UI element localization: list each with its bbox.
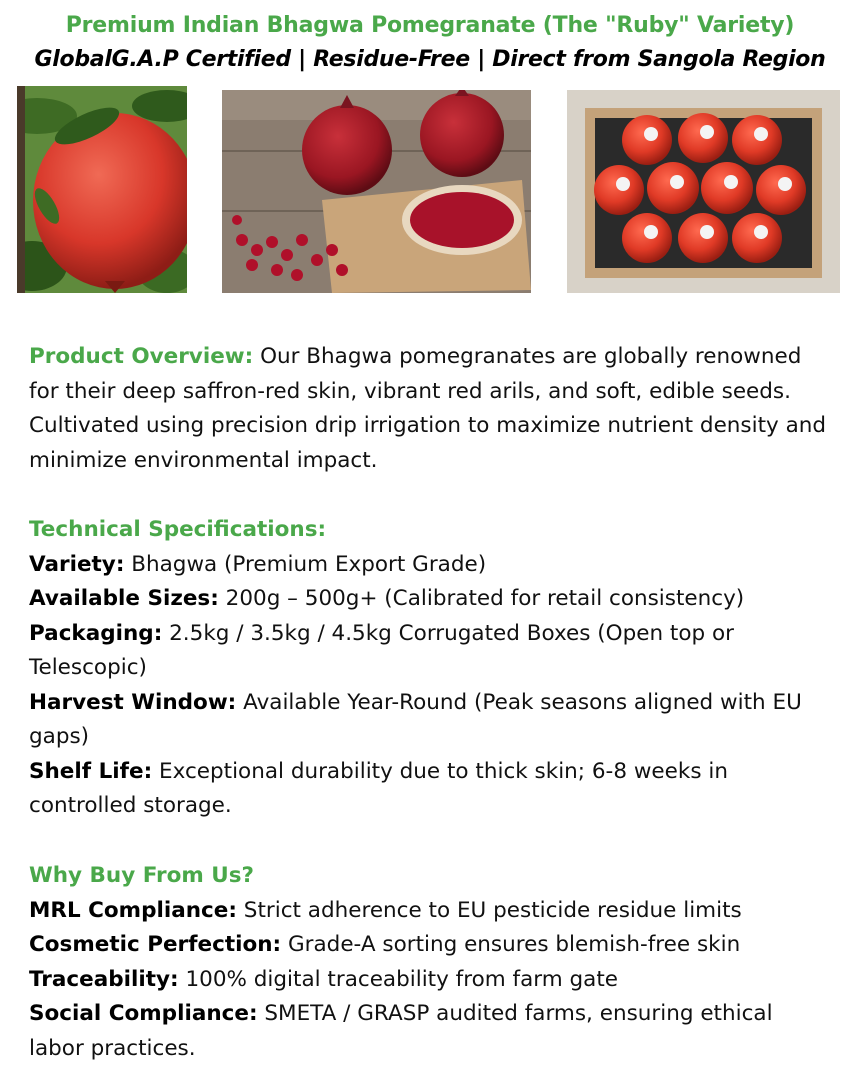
spec-item-sizes: Available Sizes: 200g – 500g+ (Calibrated for retail consistency)	[29, 586, 745, 611]
why-item-cosmetic: Cosmetic Perfection: Grade-A sorting ensures blemish-free skin	[29, 932, 741, 957]
why-item-mrl: MRL Compliance: Strict adherence to EU pesticide residue limits	[29, 897, 742, 923]
page-subtitle: GlobalG.A.P Certified | Residue-Free | Direct from Sangola Region	[34, 47, 826, 72]
spec-item-harvest: Harvest Window: Available Year-Round (Peak seasons aligned with EU gaps)	[29, 689, 802, 749]
photo-pomegranates-on-board	[222, 90, 531, 293]
overview-section	[29, 340, 834, 478]
photo-pomegranate-on-tree	[17, 86, 187, 293]
why-item-traceability: Traceability: 100% digital traceability from farm gate	[29, 966, 618, 992]
page-title: Premium Indian Bhagwa Pomegranate (The "Ruby" Variety)	[65, 13, 795, 38]
spec-item-packaging: Packaging: 2.5kg / 3.5kg / 4.5kg Corrugated Boxes (Open top or Telescopic)	[29, 620, 734, 680]
overview-label: Product Overview:	[29, 344, 254, 369]
specs-heading: Technical Specifications:	[29, 517, 327, 542]
why-section	[29, 859, 834, 1066]
why-heading: Why Buy From Us?	[29, 863, 255, 888]
spec-item-variety: Variety: Bhagwa (Premium Export Grade)	[29, 551, 487, 577]
specs-section	[29, 513, 834, 824]
spec-item-shelf-life: Shelf Life: Exceptional durability due to thick skin; 6-8 weeks in controlled storage.	[29, 758, 728, 818]
overview-text: Our Bhagwa pomegranates are globally renowned for their deep saffron-red skin, vibrant red arils, and soft, edible seeds. Cultivated using precision drip irrigation to maximize nutrient density and minimize environmental impact.	[29, 344, 827, 473]
why-item-social: Social Compliance: SMETA / GRASP audited farms, ensuring ethical labor practices.	[29, 1001, 773, 1061]
photo-packed-box	[567, 90, 840, 293]
